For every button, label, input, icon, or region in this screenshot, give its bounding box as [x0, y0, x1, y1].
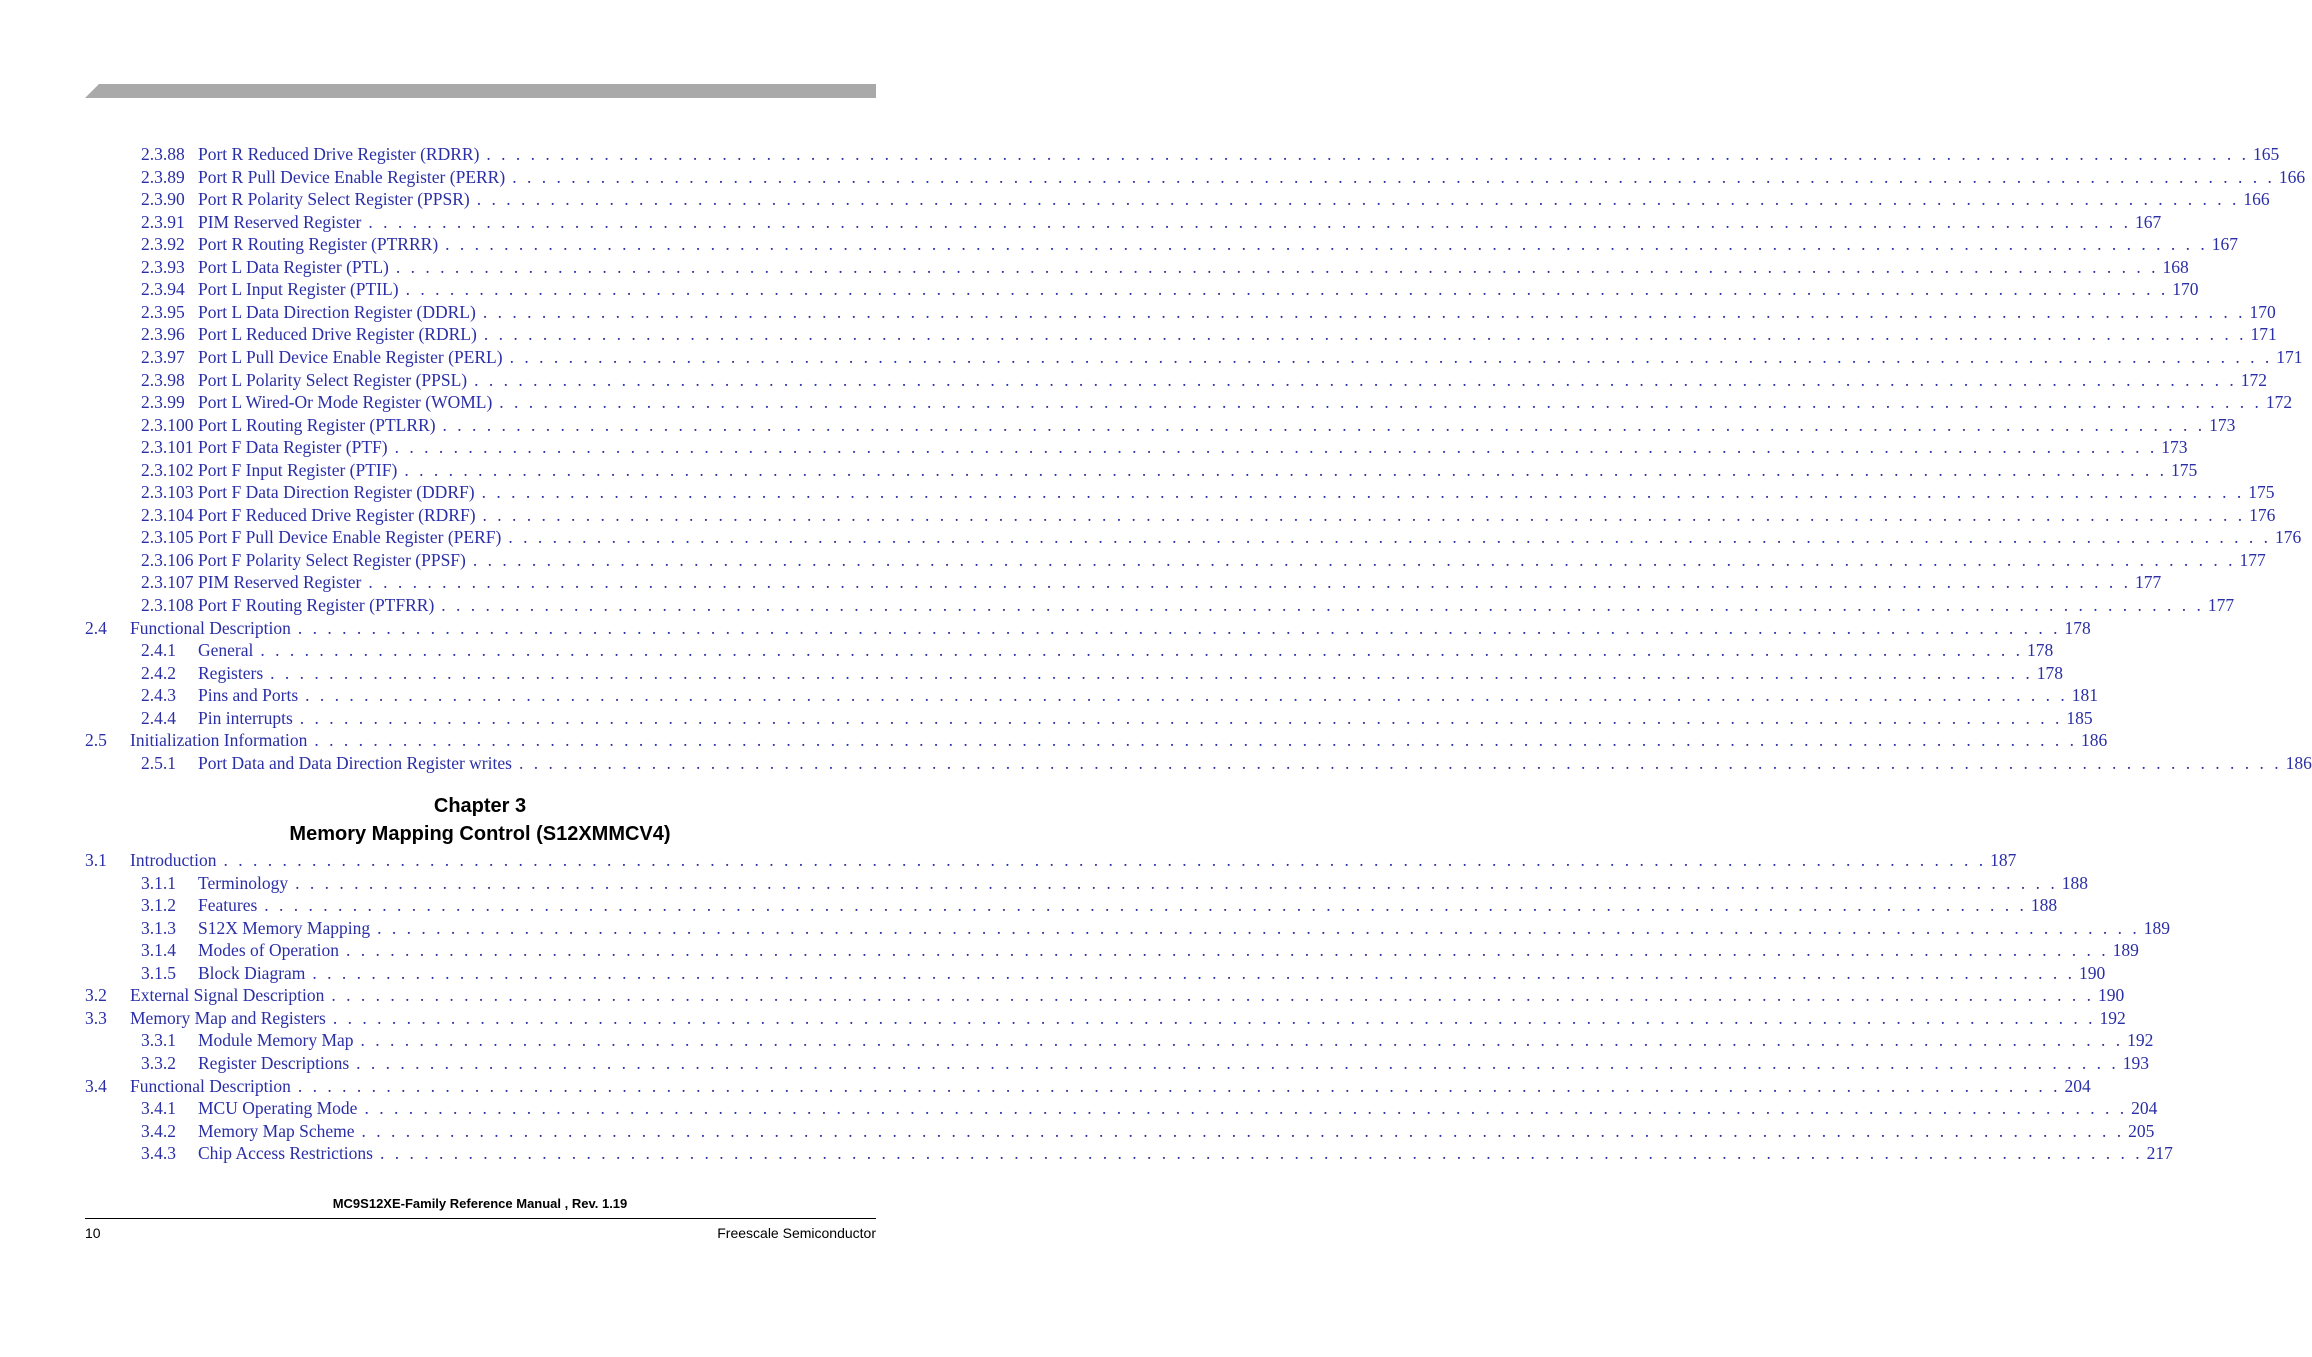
toc-entry-title[interactable]: Terminology — [198, 872, 289, 893]
toc-entry-page[interactable]: 193 — [2122, 1052, 2150, 1073]
toc-entry-title[interactable]: Port F Input Register (PTIF) — [198, 459, 398, 480]
toc-entry[interactable] — [85, 729, 2108, 751]
toc-entry-page[interactable]: 168 — [2162, 256, 2189, 277]
toc-entry[interactable] — [141, 939, 2139, 961]
toc-entry-page[interactable]: 171 — [2250, 324, 2277, 345]
toc-entry-number: 3.4.1 — [141, 1098, 176, 1119]
footer-manual-title: MC9S12XE-Family Reference Manual , Rev. 1.19 — [332, 1196, 628, 1211]
toc-entry-page[interactable]: 166 — [2278, 166, 2306, 187]
toc-leader-dots: . . . . . . . . . . . . . . . . . . . . . . . . . . . . . . . . . . . . . . . . . . . . . . . . . . . . . . . . . . . . . . . . . . . . . . . . . . . . . . . . . . . . . . . . . . . . . . . . . . . . . . . . . . . . . . . . . . . . . . . . — [297, 617, 2061, 638]
toc-leader-dots: . . . . . . . . . . . . . . . . . . . . . . . . . . . . . . . . . . . . . . . . . . . . . . . . . . . . . . . . . . . . . . . . . . . . . . . . . . . . . . . . . . . . . . . . . . . . . . . . . . . . . . . . . . . . . . . . . . . . . . . . — [295, 872, 2058, 893]
toc-entry-page[interactable]: 192 — [2127, 1030, 2154, 1051]
toc-entry-number: 2.3.105 — [141, 527, 194, 548]
toc-entry-page[interactable]: 170 — [2249, 301, 2276, 322]
toc-entry-number: 2.4.4 — [141, 707, 176, 728]
toc-leader-dots: . . . . . . . . . . . . . . . . . . . . . . . . . . . . . . . . . . . . . . . . . . . . . . . . . . . . . . . . . . . . . . . . . . . . . . . . . . . . . . . . . . . . . . . . . . . . . . . . . . . . . . . . . . . . . . . . . . . . . . . . — [442, 414, 2206, 435]
toc-entry-number: 2.5.1 — [141, 752, 176, 773]
toc-leader-dots: . . . . . . . . . . . . . . . . . . . . . . . . . . . . . . . . . . . . . . . . . . . . . . . . . . . . . . . . . . . . . . . . . . . . . . . . . . . . . . . . . . . . . . . . . . . . . . . . . . . . . . . . . . . . . . . . . . . . . . . . — [331, 985, 2095, 1006]
toc-entry-number: 3.1.1 — [141, 872, 176, 893]
toc-entry-page[interactable]: 176 — [2249, 504, 2276, 525]
toc-leader-dots: . . . . . . . . . . . . . . . . . . . . . . . . . . . . . . . . . . . . . . . . . . . . . . . . . . . . . . . . . . . . . . . . . . . . . . . . . . . . . . . . . . . . . . . . . . . . . . . . . . . . . . . . . . . . . . . . . . . . . . . . — [356, 1052, 2119, 1073]
toc-entry-number: 3.4.2 — [141, 1120, 176, 1141]
toc-leader-dots: . . . . . . . . . . . . . . . . . . . . . . . . . . . . . . . . . . . . . . . . . . . . . . . . . . . . . . . . . . . . . . . . . . . . . . . . . . . . . . . . . . . . . . . . . . . . . . . . . . . . . . . . . . . . . . . . . . . . . . . . — [297, 1075, 2061, 1096]
toc-entry-title[interactable]: Port L Input Register (PTIL) — [198, 279, 399, 300]
toc-leader-dots: . . . . . . . . . . . . . . . . . . . . . . . . . . . . . . . . . . . . . . . . . . . . . . . . . . . . . . . . . . . . . . . . . . . . . . . . . . . . . . . . . . . . . . . . . . . . . . . . . . . . . . . . . . . . . . . . . . . . . . . . — [299, 707, 2063, 728]
toc-entry-number: 2.3.97 — [141, 346, 185, 367]
toc-entry-title[interactable]: Pin interrupts — [198, 707, 293, 728]
toc-entry-number: 2.3.96 — [141, 324, 185, 345]
toc-entry-title[interactable]: External Signal Description — [130, 985, 325, 1006]
toc-leader-dots: . . . . . . . . . . . . . . . . . . . . . . . . . . . . . . . . . . . . . . . . . . . . . . . . . . . . . . . . . . . . . . . . . . . . . . . . . . . . . . . . . . . . . . . . . . . . . . . . . . . . . . . . . . . . . . . . . . . . . . . . — [395, 256, 2159, 277]
toc-entry-number: 2.3.99 — [141, 392, 185, 413]
toc-entry[interactable] — [141, 1029, 2154, 1051]
toc-leader-dots: . . . . . . . . . . . . . . . . . . . . . . . . . . . . . . . . . . . . . . . . . . . . . . . . . . . . . . . . . . . . . . . . . . . . . . . . . . . . . . . . . . . . . . . . . . . . . . . . . . . . . . . . . . . . . . . . . . . . . . . . — [486, 144, 2250, 164]
toc-entry-page[interactable]: 189 — [2143, 917, 2170, 938]
toc-leader-dots: . . . . . . . . . . . . . . . . . . . . . . . . . . . . . . . . . . . . . . . . . . . . . . . . . . . . . . . . . . . . . . . . . . . . . . . . . . . . . . . . . . . . . . . . . . . . . . . . . . . . . . . . . . . . . . . . . . . . . . . . — [476, 189, 2240, 210]
toc-entry[interactable] — [141, 414, 2236, 436]
toc-leader-dots: . . . . . . . . . . . . . . . . . . . . . . . . . . . . . . . . . . . . . . . . . . . . . . . . . . . . . . . . . . . . . . . . . . . . . . . . . . . . . . . . . . . . . . . . . . . . . . . . . . . . . . . . . . . . . . . . . . . . . . . . — [445, 234, 2208, 255]
toc-entry[interactable] — [85, 617, 2091, 639]
toc-entry[interactable] — [141, 1142, 2173, 1164]
toc-entry-page[interactable]: 181 — [2071, 685, 2099, 706]
toc-entry-page[interactable]: 172 — [2265, 392, 2293, 413]
toc-entry[interactable] — [141, 1120, 2155, 1142]
toc-entry-title[interactable]: Memory Map and Registers — [130, 1007, 326, 1028]
toc-entry-page[interactable]: 205 — [2128, 1120, 2155, 1141]
toc-entry-number: 2.3.94 — [141, 279, 185, 300]
toc-entry-number: 3.1.4 — [141, 940, 176, 961]
toc-entry[interactable] — [141, 571, 2162, 593]
toc-leader-dots: . . . . . . . . . . . . . . . . . . . . . . . . . . . . . . . . . . . . . . . . . . . . . . . . . . . . . . . . . . . . . . . . . . . . . . . . . . . . . . . . . . . . . . . . . . . . . . . . . . . . . . . . . . . . . . . . . . . . . . . . — [474, 369, 2237, 390]
toc-leader-dots: . . . . . . . . . . . . . . . . . . . . . . . . . . . . . . . . . . . . . . . . . . . . . . . . . . . . . . . . . . . . . . . . . . . . . . . . . . . . . . . . . . . . . . . . . . . . . . . . . . . . . . . . . . . . . . . . . . . . . . . . — [312, 962, 2076, 983]
toc-entry[interactable] — [141, 707, 2093, 729]
header-bar — [85, 84, 876, 98]
toc-entry-number: 2.3.91 — [141, 211, 185, 232]
toc-entry[interactable] — [141, 233, 2239, 255]
footer-company: Freescale Semiconductor — [717, 1225, 876, 1241]
toc-entry[interactable] — [141, 391, 2293, 413]
toc-leader-dots: . . . . . . . . . . . . . . . . . . . . . . . . . . . . . . . . . . . . . . . . . . . . . . . . . . . . . . . . . . . . . . . . . . . . . . . . . . . . . . . . . . . . . . . . . . . . . . . . . . . . . . . . . . . . . . . . . . . . . . . . — [404, 459, 2167, 480]
toc-entry-title[interactable]: MCU Operating Mode — [198, 1098, 358, 1119]
toc-entry-page[interactable]: 204 — [2064, 1075, 2091, 1096]
toc-entry-title[interactable]: Port L Reduced Drive Register (RDRL) — [198, 324, 477, 345]
toc-entry-title[interactable]: Functional Description — [130, 1075, 291, 1096]
toc-entry-page[interactable]: 177 — [2134, 572, 2162, 593]
toc-leader-dots: . . . . . . . . . . . . . . . . . . . . . . . . . . . . . . . . . . . . . . . . . . . . . . . . . . . . . . . . . . . . . . . . . . . . . . . . . . . . . . . . . . . . . . . . . . . . . . . . . . . . . . . . . . . . . . . . . . . . . . . . — [441, 595, 2204, 615]
toc-entry-number: 2.3.92 — [141, 234, 185, 255]
toc-entry-page[interactable]: 178 — [2027, 640, 2054, 661]
toc-entry-page[interactable]: 187 — [1990, 850, 2017, 870]
toc-leader-dots: . . . . . . . . . . . . . . . . . . . . . . . . . . . . . . . . . . . . . . . . . . . . . . . . . . . . . . . . . . . . . . . . . . . . . . . . . . . . . . . . . . . . . . . . . . . . . . . . . . . . . . . . . . . . . . . . . . . . . . . . — [364, 1098, 2128, 1119]
toc-entry-number: 3.1.3 — [141, 917, 176, 938]
toc-leader-dots: . . . . . . . . . . . . . . . . . . . . . . . . . . . . . . . . . . . . . . . . . . . . . . . . . . . . . . . . . . . . . . . . . . . . . . . . . . . . . . . . . . . . . . . . . . . . . . . . . . . . . . . . . . . . . . . . . . . . . . . . — [223, 850, 1987, 870]
toc-entry-number: 3.4.3 — [141, 1143, 176, 1164]
toc-entry[interactable] — [141, 256, 2189, 278]
toc-entry-number: 2.3.101 — [141, 437, 194, 458]
toc-entry-number: 2.3.106 — [141, 549, 194, 570]
toc-entry-title[interactable]: PIM Reserved Register — [198, 572, 362, 593]
toc-entry-page[interactable]: 186 — [2285, 752, 2312, 773]
toc-entry-number: 2.4.1 — [141, 640, 176, 661]
toc-entry-title[interactable]: Port L Pull Device Enable Register (PERL) — [198, 346, 503, 367]
toc-leader-dots: . . . . . . . . . . . . . . . . . . . . . . . . . . . . . . . . . . . . . . . . . . . . . . . . . . . . . . . . . . . . . . . . . . . . . . . . . . . . . . . . . . . . . . . . . . . . . . . . . . . . . . . . . . . . . . . . . . . . . . . . — [260, 640, 2024, 661]
toc-leader-dots: . . . . . . . . . . . . . . . . . . . . . . . . . . . . . . . . . . . . . . . . . . . . . . . . . . . . . . . . . . . . . . . . . . . . . . . . . . . . . . . . . . . . . . . . . . . . . . . . . . . . . . . . . . . . . . . . . . . . . . . . — [509, 346, 2273, 367]
toc-leader-dots: . . . . . . . . . . . . . . . . . . . . . . . . . . . . . . . . . . . . . . . . . . . . . . . . . . . . . . . . . . . . . . . . . . . . . . . . . . . . . . . . . . . . . . . . . . . . . . . . . . . . . . . . . . . . . . . . . . . . . . . . — [482, 504, 2246, 525]
toc-entry-title[interactable]: Port R Reduced Drive Register (RDRR) — [198, 144, 480, 164]
toc-leader-dots: . . . . . . . . . . . . . . . . . . . . . . . . . . . . . . . . . . . . . . . . . . . . . . . . . . . . . . . . . . . . . . . . . . . . . . . . . . . . . . . . . . . . . . . . . . . . . . . . . . . . . . . . . . . . . . . . . . . . . . . . — [264, 895, 2027, 916]
toc-entry-number: 3.1.2 — [141, 895, 176, 916]
toc-entry-number: 2.3.88 — [141, 144, 185, 164]
toc-leader-dots: . . . . . . . . . . . . . . . . . . . . . . . . . . . . . . . . . . . . . . . . . . . . . . . . . . . . . . . . . . . . . . . . . . . . . . . . . . . . . . . . . . . . . . . . . . . . . . . . . . . . . . . . . . . . . . . . . . . . . . . . — [305, 685, 2068, 706]
toc-entry-page[interactable]: 166 — [2243, 189, 2270, 210]
toc-leader-dots: . . . . . . . . . . . . . . . . . . . . . . . . . . . . . . . . . . . . . . . . . . . . . . . . . . . . . . . . . . . . . . . . . . . . . . . . . . . . . . . . . . . . . . . . . . . . . . . . . . . . . . . . . . . . . . . . . . . . . . . . — [481, 482, 2245, 503]
toc-entry-title[interactable]: Port F Data Direction Register (DDRF) — [198, 482, 475, 503]
toc-entry-title[interactable]: Port L Polarity Select Register (PPSL) — [198, 369, 468, 390]
toc-entry-title[interactable]: Register Descriptions — [198, 1052, 350, 1073]
toc-entry-page[interactable]: 188 — [2030, 895, 2058, 916]
toc-entry[interactable] — [141, 323, 2277, 345]
toc-leader-dots: . . . . . . . . . . . . . . . . . . . . . . . . . . . . . . . . . . . . . . . . . . . . . . . . . . . . . . . . . . . . . . . . . . . . . . . . . . . . . . . . . . . . . . . . . . . . . . . . . . . . . . . . . . . . . . . . . . . . . . . . — [314, 730, 2078, 751]
toc-leader-dots: . . . . . . . . . . . . . . . . . . . . . . . . . . . . . . . . . . . . . . . . . . . . . . . . . . . . . . . . . . . . . . . . . . . . . . . . . . . . . . . . . . . . . . . . . . . . . . . . . . . . . . . . . . . . . . . . . . . . . . . . — [508, 527, 2271, 548]
toc-entry-number: 2.3.108 — [141, 595, 194, 615]
toc-entry-title[interactable]: Functional Description — [130, 617, 291, 638]
toc-entry-title[interactable]: Chip Access Restrictions — [198, 1143, 373, 1164]
toc-entry[interactable] — [141, 684, 2099, 706]
toc-entry[interactable] — [141, 481, 2275, 503]
toc-leader-dots: . . . . . . . . . . . . . . . . . . . . . . . . . . . . . . . . . . . . . . . . . . . . . . . . . . . . . . . . . . . . . . . . . . . . . . . . . . . . . . . . . . . . . . . . . . . . . . . . . . . . . . . . . . . . . . . . . . . . . . . . — [368, 572, 2131, 593]
toc-leader-dots: . . . . . . . . . . . . . . . . . . . . . . . . . . . . . . . . . . . . . . . . . . . . . . . . . . . . . . . . . . . . . . . . . . . . . . . . . . . . . . . . . . . . . . . . . . . . . . . . . . . . . . . . . . . . . . . . . . . . . . . . — [360, 1030, 2124, 1051]
toc-entry-number: 2.3.104 — [141, 504, 194, 525]
toc-entry-page[interactable]: 217 — [2146, 1143, 2173, 1164]
toc-entry-page[interactable]: 192 — [2099, 1007, 2126, 1028]
toc-entry-number: 2.3.100 — [141, 414, 194, 435]
toc-entry[interactable] — [141, 639, 2054, 661]
toc-entry-title[interactable]: Port R Routing Register (PTRRR) — [198, 234, 439, 255]
toc-entry-page[interactable]: 188 — [2061, 872, 2089, 893]
toc-entry-title[interactable]: Pins and Ports — [198, 685, 299, 706]
toc-entry-number: 3.1.5 — [141, 962, 176, 983]
toc-entry-title[interactable]: Port F Routing Register (PTFRR) — [198, 595, 435, 615]
toc-entry[interactable] — [141, 1097, 2158, 1119]
toc-entry[interactable] — [141, 459, 2198, 481]
toc-entry-title[interactable]: Port F Data Register (PTF) — [198, 437, 388, 458]
toc-entry-title[interactable]: Block Diagram — [198, 962, 306, 983]
toc-entry-title[interactable]: Registers — [198, 662, 264, 683]
toc-entry-number: 2.5 — [85, 730, 107, 751]
toc-entry-title[interactable]: Memory Map Scheme — [198, 1120, 355, 1141]
toc-entry-page[interactable]: 190 — [2079, 962, 2106, 983]
toc-entry-title[interactable]: Modes of Operation — [198, 940, 339, 961]
toc-entry[interactable] — [141, 166, 2306, 188]
toc-leader-dots: . . . . . . . . . . . . . . . . . . . . . . . . . . . . . . . . . . . . . . . . . . . . . . . . . . . . . . . . . . . . . . . . . . . . . . . . . . . . . . . . . . . . . . . . . . . . . . . . . . . . . . . . . . . . . . . . . . . . . . . . — [379, 1143, 2143, 1164]
toc-entry-title[interactable]: Features — [198, 895, 258, 916]
toc-entry-page[interactable]: 186 — [2081, 730, 2108, 751]
toc-entry-title[interactable]: Port Data and Data Direction Register writes — [198, 752, 512, 773]
toc-entry-number: 3.3 — [85, 1007, 107, 1028]
toc-entry[interactable] — [85, 1007, 2126, 1029]
toc-entry-page[interactable]: 165 — [2253, 144, 2280, 164]
toc-entry-title[interactable]: S12X Memory Mapping — [198, 917, 371, 938]
toc-entry-title[interactable]: Port L Data Register (PTL) — [198, 256, 389, 277]
toc-entry[interactable] — [141, 211, 2162, 233]
toc-entry-page[interactable]: 170 — [2172, 279, 2199, 300]
toc-entry-number: 2.3.89 — [141, 166, 185, 187]
toc-entry-title[interactable]: Port R Polarity Select Register (PPSR) — [198, 189, 470, 210]
toc-entry-page[interactable]: 204 — [2131, 1098, 2158, 1119]
chapter-title: Memory Mapping Control (S12XMMCV4) — [289, 823, 671, 845]
toc-leader-dots: . . . . . . . . . . . . . . . . . . . . . . . . . . . . . . . . . . . . . . . . . . . . . . . . . . . . . . . . . . . . . . . . . . . . . . . . . . . . . . . . . . . . . . . . . . . . . . . . . . . . . . . . . . . . . . . . . . . . . . . . — [332, 1007, 2096, 1028]
toc-leader-dots: . . . . . . . . . . . . . . . . . . . . . . . . . . . . . . . . . . . . . . . . . . . . . . . . . . . . . . . . . . . . . . . . . . . . . . . . . . . . . . . . . . . . . . . . . . . . . . . . . . . . . . . . . . . . . . . . . . . . . . . . — [472, 549, 2236, 570]
toc-entry-page[interactable]: 175 — [2248, 482, 2275, 503]
footer-page-number: 10 — [85, 1225, 101, 1241]
toc-entry-number: 2.4.3 — [141, 685, 176, 706]
toc-leader-dots: . . . . . . . . . . . . . . . . . . . . . . . . . . . . . . . . . . . . . . . . . . . . . . . . . . . . . . . . . . . . . . . . . . . . . . . . . . . . . . . . . . . . . . . . . . . . . . . . . . . . . . . . . . . . . . . . . . . . . . . . — [483, 324, 2247, 345]
toc-entry-number: 2.4.2 — [141, 662, 176, 683]
toc-entry[interactable] — [141, 278, 2199, 300]
toc-entry-title[interactable]: Module Memory Map — [198, 1030, 354, 1051]
toc-leader-dots: . . . . . . . . . . . . . . . . . . . . . . . . . . . . . . . . . . . . . . . . . . . . . . . . . . . . . . . . . . . . . . . . . . . . . . . . . . . . . . . . . . . . . . . . . . . . . . . . . . . . . . . . . . . . . . . . . . . . . . . . — [394, 437, 2158, 458]
toc-leader-dots: . . . . . . . . . . . . . . . . . . . . . . . . . . . . . . . . . . . . . . . . . . . . . . . . . . . . . . . . . . . . . . . . . . . . . . . . . . . . . . . . . . . . . . . . . . . . . . . . . . . . . . . . . . . . . . . . . . . . . . . . — [270, 662, 2033, 683]
toc-entry-number: 2.3.102 — [141, 459, 194, 480]
toc-entry-page[interactable]: 177 — [2239, 549, 2266, 570]
toc-entry-number: 2.4 — [85, 617, 107, 638]
toc-entry[interactable] — [141, 526, 2302, 548]
toc-entry[interactable] — [141, 436, 2188, 458]
toc-entry-page[interactable]: 185 — [2066, 707, 2093, 728]
toc-entry[interactable] — [85, 984, 2125, 1006]
toc-entry-number: 2.3.107 — [141, 572, 194, 593]
toc-entry-number: 2.3.103 — [141, 482, 194, 503]
toc-leader-dots: . . . . . . . . . . . . . . . . . . . . . . . . . . . . . . . . . . . . . . . . . . . . . . . . . . . . . . . . . . . . . . . . . . . . . . . . . . . . . . . . . . . . . . . . . . . . . . . . . . . . . . . . . . . . . . . . . . . . . . . . — [499, 392, 2262, 413]
toc-entry-number: 2.3.90 — [141, 189, 185, 210]
toc-entry-page[interactable]: 178 — [2036, 662, 2064, 683]
toc-entry-page[interactable]: 171 — [2276, 346, 2303, 367]
toc-leader-dots: . . . . . . . . . . . . . . . . . . . . . . . . . . . . . . . . . . . . . . . . . . . . . . . . . . . . . . . . . . . . . . . . . . . . . . . . . . . . . . . . . . . . . . . . . . . . . . . . . . . . . . . . . . . . . . . . . . . . . . . . — [368, 211, 2131, 232]
toc-entry-title[interactable]: General — [198, 640, 254, 661]
toc-entry-page[interactable]: 176 — [2274, 527, 2302, 548]
toc-entry-number: 2.3.93 — [141, 256, 185, 277]
toc-entry-title[interactable]: Port L Data Direction Register (DDRL) — [198, 301, 476, 322]
toc-entry-title[interactable]: Port R Pull Device Enable Register (PERR) — [198, 166, 506, 187]
toc-entry[interactable] — [141, 872, 2089, 894]
toc-entry[interactable] — [141, 369, 2267, 391]
toc-leader-dots: . . . . . . . . . . . . . . . . . . . . . . . . . . . . . . . . . . . . . . . . . . . . . . . . . . . . . . . . . . . . . . . . . . . . . . . . . . . . . . . . . . . . . . . . . . . . . . . . . . . . . . . . . . . . . . . . . . . . . . . . — [345, 940, 2109, 961]
toc-entry[interactable] — [141, 752, 2312, 774]
toc-entry[interactable] — [85, 849, 2017, 871]
toc-entry-page[interactable]: 175 — [2170, 459, 2198, 480]
toc-entry[interactable] — [141, 594, 2235, 616]
toc-entry-title[interactable]: PIM Reserved Register — [198, 211, 362, 232]
toc-entry-page[interactable]: 178 — [2064, 617, 2091, 638]
toc-entry-number: 3.1 — [85, 850, 107, 870]
toc-leader-dots: . . . . . . . . . . . . . . . . . . . . . . . . . . . . . . . . . . . . . . . . . . . . . . . . . . . . . . . . . . . . . . . . . . . . . . . . . . . . . . . . . . . . . . . . . . . . . . . . . . . . . . . . . . . . . . . . . . . . . . . . — [405, 279, 2169, 300]
toc-entry-number: 2.3.98 — [141, 369, 185, 390]
toc-entry[interactable] — [141, 1052, 2150, 1074]
toc-entry-number: 3.3.2 — [141, 1052, 176, 1073]
toc-entry[interactable] — [141, 917, 2170, 939]
toc-entry[interactable] — [85, 1075, 2091, 1097]
toc-entry-title[interactable]: Port F Reduced Drive Register (RDRF) — [198, 504, 476, 525]
toc-entry-number: 2.3.95 — [141, 301, 185, 322]
toc-entry-number: 3.2 — [85, 985, 107, 1006]
toc-entry-page[interactable]: 173 — [2209, 414, 2236, 435]
toc-entry[interactable] — [141, 143, 2280, 165]
toc-entry-page[interactable]: 177 — [2207, 595, 2235, 615]
toc-entry-page[interactable]: 172 — [2240, 369, 2267, 390]
toc-entry[interactable] — [141, 894, 2058, 916]
toc-leader-dots: . . . . . . . . . . . . . . . . . . . . . . . . . . . . . . . . . . . . . . . . . . . . . . . . . . . . . . . . . . . . . . . . . . . . . . . . . . . . . . . . . . . . . . . . . . . . . . . . . . . . . . . . . . . . . . . . . . . . . . . . — [361, 1120, 2125, 1141]
toc-entry[interactable] — [141, 662, 2064, 684]
footer-divider — [85, 1218, 876, 1219]
toc-entry-page[interactable]: 167 — [2134, 211, 2162, 232]
toc-leader-dots: . . . . . . . . . . . . . . . . . . . . . . . . . . . . . . . . . . . . . . . . . . . . . . . . . . . . . . . . . . . . . . . . . . . . . . . . . . . . . . . . . . . . . . . . . . . . . . . . . . . . . . . . . . . . . . . . . . . . . . . . — [518, 752, 2282, 773]
toc-entry-page[interactable]: 167 — [2211, 234, 2239, 255]
toc-entry-number: 3.4 — [85, 1075, 107, 1096]
toc-entry[interactable] — [141, 188, 2270, 210]
toc-entry-title[interactable]: Initialization Information — [130, 730, 308, 751]
toc-entry-page[interactable]: 173 — [2161, 437, 2188, 458]
toc-entry-page[interactable]: 190 — [2098, 985, 2125, 1006]
toc-leader-dots: . . . . . . . . . . . . . . . . . . . . . . . . . . . . . . . . . . . . . . . . . . . . . . . . . . . . . . . . . . . . . . . . . . . . . . . . . . . . . . . . . . . . . . . . . . . . . . . . . . . . . . . . . . . . . . . . . . . . . . . . — [512, 166, 2275, 187]
toc-entry-title[interactable]: Port F Pull Device Enable Register (PERF) — [198, 527, 502, 548]
toc-entry-title[interactable]: Introduction — [130, 850, 217, 870]
toc-leader-dots: . . . . . . . . . . . . . . . . . . . . . . . . . . . . . . . . . . . . . . . . . . . . . . . . . . . . . . . . . . . . . . . . . . . . . . . . . . . . . . . . . . . . . . . . . . . . . . . . . . . . . . . . . . . . . . . . . . . . . . . . — [482, 301, 2246, 322]
toc-entry-title[interactable]: Port L Wired-Or Mode Register (WOML) — [198, 392, 493, 413]
toc-entry-page[interactable]: 189 — [2112, 940, 2139, 961]
toc-entry-title[interactable]: Port F Polarity Select Register (PPSF) — [198, 549, 466, 570]
chapter-label: Chapter 3 — [433, 795, 527, 817]
toc-entry-title[interactable]: Port L Routing Register (PTLRR) — [198, 414, 436, 435]
toc-entry[interactable] — [141, 549, 2266, 571]
toc-entry[interactable] — [141, 301, 2276, 323]
toc-leader-dots: . . . . . . . . . . . . . . . . . . . . . . . . . . . . . . . . . . . . . . . . . . . . . . . . . . . . . . . . . . . . . . . . . . . . . . . . . . . . . . . . . . . . . . . . . . . . . . . . . . . . . . . . . . . . . . . . . . . . . . . . — [377, 917, 2140, 938]
toc-entry-number: 3.3.1 — [141, 1030, 176, 1051]
toc-entry[interactable] — [141, 346, 2303, 368]
toc-entry[interactable] — [141, 504, 2276, 526]
toc-entry[interactable] — [141, 962, 2106, 984]
